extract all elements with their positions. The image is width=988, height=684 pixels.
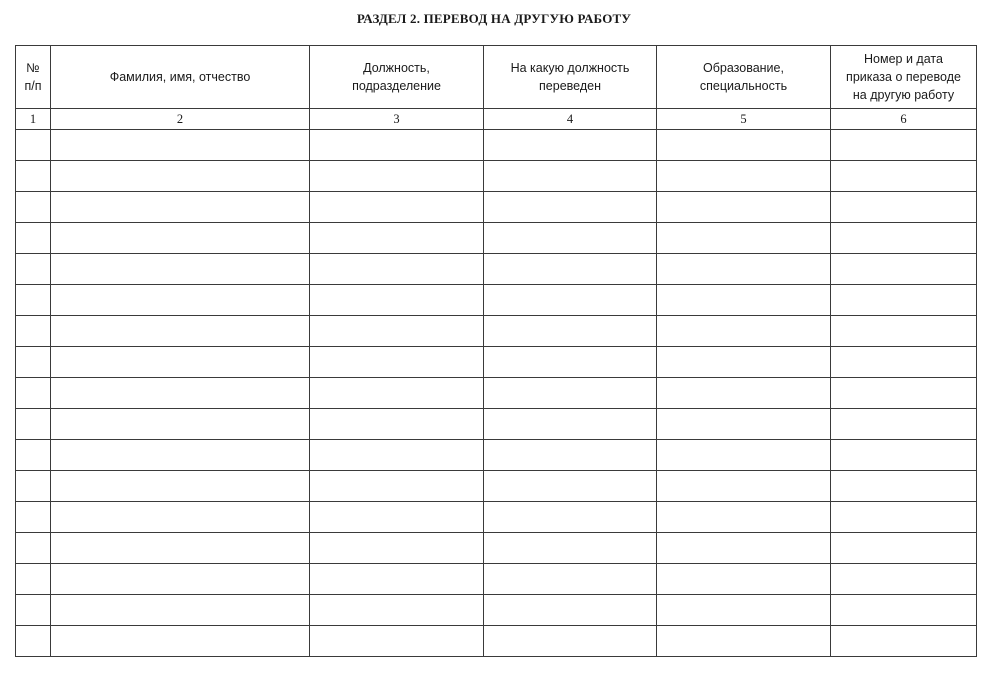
table-row <box>16 564 977 595</box>
table-row <box>16 192 977 223</box>
table-cell <box>51 409 310 440</box>
table-cell <box>831 223 977 254</box>
table-cell <box>831 130 977 161</box>
table-cell <box>831 595 977 626</box>
table-cell <box>657 409 831 440</box>
table-cell <box>484 409 657 440</box>
table-cell <box>51 564 310 595</box>
table-cell <box>16 409 51 440</box>
table-cell <box>51 285 310 316</box>
table-cell <box>831 502 977 533</box>
table-row <box>16 161 977 192</box>
table-cell <box>657 161 831 192</box>
table-cell <box>51 130 310 161</box>
table-row <box>16 502 977 533</box>
table-cell <box>657 192 831 223</box>
table-cell <box>51 347 310 378</box>
table-cell <box>51 378 310 409</box>
table-row <box>16 254 977 285</box>
table-cell <box>16 161 51 192</box>
table-cell <box>16 254 51 285</box>
table-cell <box>484 347 657 378</box>
table-cell <box>831 192 977 223</box>
table-row <box>16 130 977 161</box>
table-cell <box>657 130 831 161</box>
table-cell <box>831 347 977 378</box>
table-cell <box>16 502 51 533</box>
table-row <box>16 626 977 657</box>
table-cell <box>657 223 831 254</box>
table-cell <box>16 223 51 254</box>
table-cell <box>16 316 51 347</box>
table-cell <box>16 440 51 471</box>
table-cell <box>484 161 657 192</box>
header-cell-row-number: № п/п <box>16 46 51 109</box>
table-body <box>16 130 977 657</box>
column-number-3: 3 <box>310 109 484 130</box>
table-cell <box>16 378 51 409</box>
table-cell <box>16 471 51 502</box>
table-cell <box>657 254 831 285</box>
table-cell <box>16 564 51 595</box>
table-cell <box>831 409 977 440</box>
table-row <box>16 533 977 564</box>
table-cell <box>484 285 657 316</box>
table-cell <box>51 192 310 223</box>
table-cell <box>831 161 977 192</box>
table-cell <box>16 285 51 316</box>
table-cell <box>484 533 657 564</box>
table-cell <box>831 440 977 471</box>
table-cell <box>310 409 484 440</box>
table-cell <box>310 626 484 657</box>
table-cell <box>484 564 657 595</box>
table-cell <box>16 626 51 657</box>
table-cell <box>657 440 831 471</box>
table-row <box>16 285 977 316</box>
table-cell <box>484 316 657 347</box>
table-cell <box>310 347 484 378</box>
table-cell <box>310 192 484 223</box>
table-cell <box>657 626 831 657</box>
table-cell <box>310 316 484 347</box>
table-row <box>16 223 977 254</box>
table-cell <box>16 130 51 161</box>
table-cell <box>657 564 831 595</box>
table-cell <box>657 502 831 533</box>
header-cell-education-specialty: Образование, специальность <box>657 46 831 109</box>
table-cell <box>484 440 657 471</box>
table-cell <box>310 502 484 533</box>
table-cell <box>51 471 310 502</box>
table-cell <box>484 626 657 657</box>
table-cell <box>310 223 484 254</box>
table-cell <box>310 161 484 192</box>
column-number-2: 2 <box>51 109 310 130</box>
table-cell <box>51 533 310 564</box>
table-cell <box>51 254 310 285</box>
column-number-4: 4 <box>484 109 657 130</box>
table-cell <box>484 471 657 502</box>
column-number-5: 5 <box>657 109 831 130</box>
table-cell <box>310 378 484 409</box>
table-cell <box>51 316 310 347</box>
column-number-1: 1 <box>16 109 51 130</box>
table-cell <box>51 440 310 471</box>
table-cell <box>16 533 51 564</box>
table-row <box>16 316 977 347</box>
table-cell <box>657 533 831 564</box>
table-cell <box>310 533 484 564</box>
table-cell <box>657 285 831 316</box>
table-cell <box>831 316 977 347</box>
table-cell <box>310 254 484 285</box>
header-cell-full-name: Фамилия, имя, отчество <box>51 46 310 109</box>
table-cell <box>657 595 831 626</box>
table-cell <box>310 440 484 471</box>
section-title: РАЗДЕЛ 2. ПЕРЕВОД НА ДРУГУЮ РАБОТУ <box>356 11 632 26</box>
table-cell <box>16 595 51 626</box>
table-row <box>16 471 977 502</box>
table-cell <box>831 254 977 285</box>
table-cell <box>657 316 831 347</box>
table-cell <box>310 285 484 316</box>
table-row <box>16 409 977 440</box>
table-cell <box>484 192 657 223</box>
table-cell <box>484 502 657 533</box>
table-cell <box>484 378 657 409</box>
table-row <box>16 440 977 471</box>
header-row <box>16 46 977 109</box>
table-row <box>16 347 977 378</box>
table-cell <box>831 471 977 502</box>
table-cell <box>16 192 51 223</box>
table-cell <box>16 347 51 378</box>
column-number-6: 6 <box>831 109 977 130</box>
header-cell-position-department: Должность, подразделение <box>310 46 484 109</box>
table-row <box>16 595 977 626</box>
table-cell <box>657 471 831 502</box>
table-cell <box>310 564 484 595</box>
table-cell <box>657 347 831 378</box>
table-cell <box>51 502 310 533</box>
header-cell-new-position: На какую должность переведен <box>484 46 657 109</box>
table-row <box>16 378 977 409</box>
table-cell <box>484 595 657 626</box>
table-cell <box>51 595 310 626</box>
table-cell <box>51 223 310 254</box>
column-number-row <box>16 109 977 130</box>
table-cell <box>484 223 657 254</box>
table-cell <box>310 130 484 161</box>
table-cell <box>831 285 977 316</box>
table-cell <box>831 626 977 657</box>
table-cell <box>484 130 657 161</box>
transfer-register-table <box>15 45 977 657</box>
table-cell <box>310 595 484 626</box>
header-cell-order-number-date: Номер и дата приказа о переводе на другую работу <box>831 46 977 109</box>
table-cell <box>657 378 831 409</box>
table-cell <box>51 161 310 192</box>
table-cell <box>51 626 310 657</box>
table-cell <box>831 533 977 564</box>
table-cell <box>484 254 657 285</box>
table-cell <box>831 378 977 409</box>
table-cell <box>310 471 484 502</box>
table-cell <box>831 564 977 595</box>
